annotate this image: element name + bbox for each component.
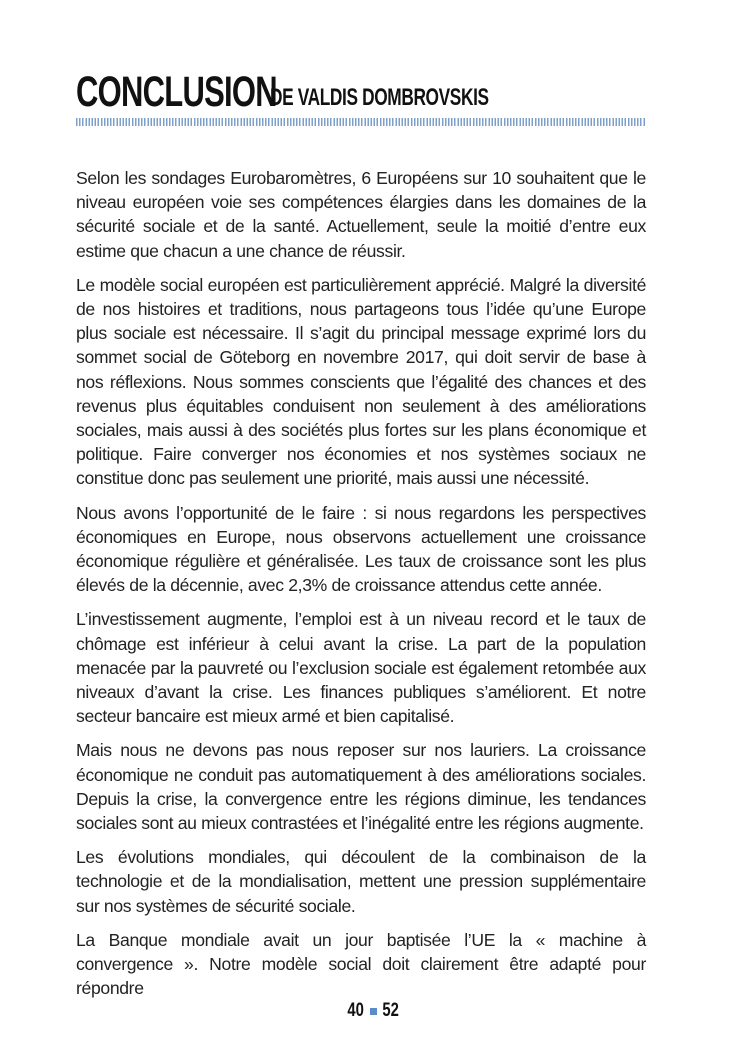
- paragraph: La Banque mondiale avait un jour baptisée l’UE la « machine à convergence ». Notre modèle social doit clairement être adapté pour répondre: [76, 929, 646, 999]
- page-number-footer: [0, 1000, 746, 1022]
- paragraph: L’investissement augmente, l’emploi est à un niveau record et le taux de chômage est inférieur à celui avant la crise. La part de la population menacée par la pauvreté ou l’exclusion sociale est également retombée aux niveaux d’avant la crise. Les finances publiques s’améliorent. Et notre secteur bancaire est mieux armé et bien capitalisé.: [76, 609, 646, 727]
- paragraph: Le modèle social européen est particulièrement apprécié. Malgré la diversité de nos histoires et traditions, nous partageons tous l’idée qu’une Europe plus sociale est nécessaire. Il s’agit du principal message exprimé lors du sommet social de Göteborg en novembre 2017, qui doit servir de base à nos réflexions. Nous sommes conscients que l’égalité des chances et des revenus plus équitables conduisent non seulement à des améliorations sociales, mais aussi à des sociétés plus fortes sur les plans économique et politique. Faire converger nos économies et nos systèmes sociaux ne constitue donc pas seulement une priorité, mais aussi une nécessité.: [76, 274, 646, 489]
- body-text: [76, 166, 646, 1011]
- section-heading: [76, 70, 656, 114]
- heading-title: CONCLUSION: [76, 68, 277, 116]
- square-separator-icon: [370, 1008, 377, 1015]
- current-page-number: 40: [347, 1000, 365, 1021]
- paragraph: Selon les sondages Eurobaromètres, 6 Européens sur 10 souhaitent que le niveau européen voie ses compétences élargies dans les domaines de la sécurité sociale et de la santé. Actuellement, seule la moitié d’entre eux estime que chacun a une chance de réussir.: [76, 168, 646, 261]
- heading-author: DE VALDIS DOMBROVSKIS: [270, 84, 489, 111]
- paragraph: Nous avons l’opportunité de le faire : si nous regardons les perspectives économiques en Europe, nous observons actuellement une croissance économique régulière et généralisée. Les taux de croissance sont les plus élevés de la décennie, avec 2,3% de croissance attendus cette année.: [76, 502, 646, 596]
- dotted-divider: [76, 118, 646, 126]
- total-pages-number: 52: [381, 1000, 399, 1021]
- paragraph: Les évolutions mondiales, qui découlent de la combinaison de la technologie et de la mondialisation, mettent une pression supplémentaire sur nos systèmes de sécurité sociale.: [76, 847, 646, 916]
- paragraph: Mais nous ne devons pas nous reposer sur nos lauriers. La croissance économique ne conduit pas automatiquement à des améliorations sociales. Depuis la crise, la convergence entre les régions diminue, les tendances sociales sont au mieux contrastées et l’inégalité entre les régions augmente.: [76, 740, 646, 834]
